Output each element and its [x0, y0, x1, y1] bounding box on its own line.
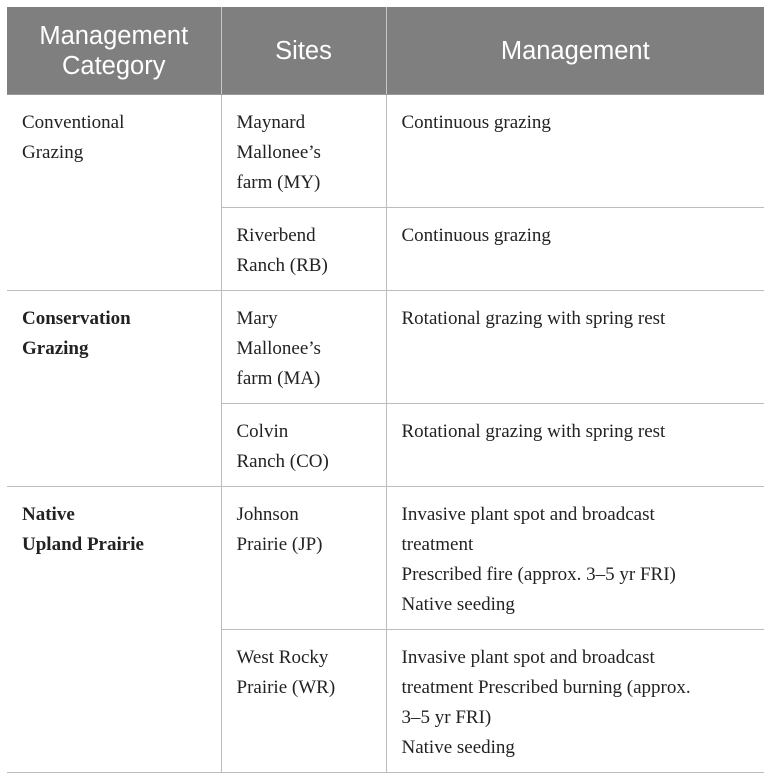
site-line: Johnson: [236, 504, 299, 525]
management-line: treatment: [401, 534, 474, 555]
table-row: [7, 95, 764, 208]
management-cell: [386, 95, 764, 208]
management-line: Native seeding: [401, 737, 515, 758]
header-line: Management: [39, 21, 189, 50]
header-row: [7, 7, 764, 95]
table-header: [7, 7, 764, 95]
management-line: Native seeding: [401, 594, 515, 615]
header-line: Sites: [275, 36, 332, 65]
management-cell: [386, 630, 764, 773]
site-cell: [221, 487, 386, 630]
site-line: farm (MA): [236, 368, 321, 389]
header-line: Management: [500, 36, 650, 65]
table-row: [7, 291, 764, 404]
site-line: Prairie (JP): [236, 534, 323, 555]
category-line: Conservation: [22, 308, 131, 329]
management-line: Prescribed fire (approx. 3–5 yr FRI): [401, 564, 676, 585]
management-cell: [386, 404, 764, 487]
management-cell: [386, 208, 764, 291]
header-management: [386, 7, 764, 95]
site-cell: [221, 95, 386, 208]
site-line: West Rocky: [236, 647, 329, 668]
site-line: Colvin: [236, 421, 289, 442]
header-management-category: [7, 7, 221, 95]
header-sites: [221, 7, 386, 95]
management-line: Invasive plant spot and broadcast: [401, 504, 655, 525]
management-table: [7, 7, 764, 773]
header-line: Category: [62, 51, 166, 80]
table-row: [7, 487, 764, 630]
category-cell: [7, 291, 221, 487]
category-line: Grazing: [22, 142, 84, 163]
category-line: Native: [22, 504, 75, 525]
site-line: Ranch (RB): [236, 255, 328, 276]
table-body: [7, 95, 764, 773]
category-line: Upland Prairie: [22, 534, 144, 555]
site-line: Mallonee’s: [236, 338, 321, 359]
category-cell: [7, 95, 221, 291]
site-line: farm (MY): [236, 172, 321, 193]
management-line: Rotational grazing with spring rest: [401, 308, 666, 329]
site-line: Mallonee’s: [236, 142, 321, 163]
category-line: Conventional: [22, 112, 125, 133]
management-line: 3–5 yr FRI): [401, 707, 492, 728]
management-line: Continuous grazing: [401, 225, 551, 246]
management-line: Invasive plant spot and broadcast: [401, 647, 655, 668]
management-cell: [386, 487, 764, 630]
site-cell: [221, 208, 386, 291]
management-cell: [386, 291, 764, 404]
site-cell: [221, 404, 386, 487]
category-cell: [7, 487, 221, 773]
site-line: Mary: [236, 308, 278, 329]
management-line: Continuous grazing: [401, 112, 551, 133]
management-line: treatment Prescribed burning (approx.: [401, 677, 691, 698]
site-cell: [221, 291, 386, 404]
management-line: Rotational grazing with spring rest: [401, 421, 666, 442]
site-line: Ranch (CO): [236, 451, 329, 472]
site-cell: [221, 630, 386, 773]
category-line: Grazing: [22, 338, 89, 359]
site-line: Prairie (WR): [236, 677, 336, 698]
site-line: Maynard: [236, 112, 306, 133]
site-line: Riverbend: [236, 225, 316, 246]
